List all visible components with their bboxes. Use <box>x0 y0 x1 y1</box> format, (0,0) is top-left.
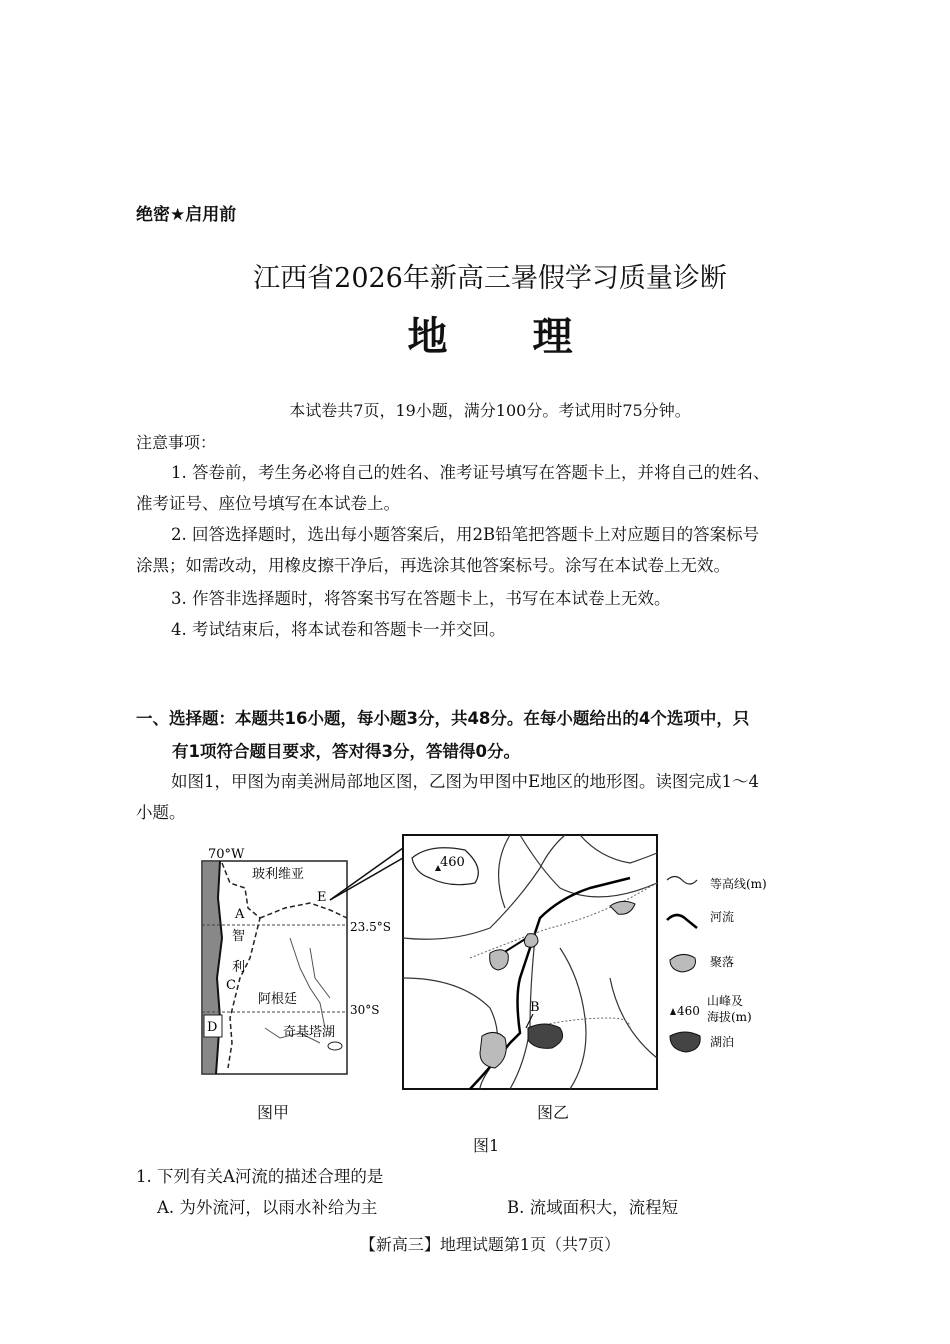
legend-peak-value: 460 <box>677 1004 700 1018</box>
map-jia-lat-2: 30°S <box>350 1003 380 1017</box>
map-jia <box>202 847 403 1074</box>
notice-item-2: 2. 回答选择题时，选出每小题答案后，用2B铅笔把答题卡上对应题目的答案标号 <box>171 525 760 544</box>
confidential-label: 绝密★启用前 <box>136 205 237 225</box>
map-jia-lake: 奇基塔湖 <box>283 1025 336 1040</box>
legend-contour: 等高线(m) <box>710 877 767 891</box>
legend-lake: 湖泊 <box>710 1035 735 1049</box>
figure-1 <box>190 828 790 1098</box>
map-jia-lat-1: 23.5°S <box>350 920 391 934</box>
subject-char-2: 理 <box>532 314 573 360</box>
question-1-option-a: A. 为外流河，以雨水补给为主 <box>157 1198 378 1217</box>
exam-title: 江西省2026年新高三暑假学习质量诊断 <box>253 263 727 294</box>
notice-item-2-cont: 涂黑；如需改动，用橡皮擦干净后，再选涂其他答案标号。涂写在本试卷上无效。 <box>136 556 730 575</box>
notice-item-4: 4. 考试结束后，将本试卷和答题卡一并交回。 <box>171 620 506 639</box>
map-jia-lon-label: 70°W <box>208 847 245 862</box>
map-jia-d-label: D <box>207 1020 218 1035</box>
notice-item-1-cont: 准考证号、座位号填写在本试卷上。 <box>136 494 400 513</box>
legend-lake-icon <box>670 1032 700 1052</box>
subject-title <box>0 305 950 362</box>
map-yi <box>403 835 657 1089</box>
question-1-option-b: B. 流域面积大，流程短 <box>507 1198 679 1217</box>
map-yi-peak-elevation: 460 <box>440 855 465 870</box>
notice-item-3: 3. 作答非选择题时，将答案书写在答题卡上，书写在本试卷上无效。 <box>171 589 671 608</box>
legend-contour-icon <box>667 877 697 885</box>
map-jia-chile-1: 智 <box>232 929 246 944</box>
legend-peak-line1: 山峰及 <box>707 994 744 1008</box>
caption-jia: 图甲 <box>257 1103 290 1122</box>
exam-info: 本试卷共7页，19小题，满分100分。考试用时75分钟。 <box>289 401 691 420</box>
caption-yi: 图乙 <box>537 1103 570 1122</box>
legend-settlement-icon <box>670 954 695 972</box>
notice-item-1: 1. 答卷前，考生务必将自己的姓名、准考证号填写在答题卡上，并将自己的姓名、 <box>171 463 770 482</box>
map-jia-argentina: 阿根廷 <box>258 992 298 1007</box>
map-yi-b-label: B <box>530 1000 540 1015</box>
map-jia-a-label: A <box>235 907 245 922</box>
map-jia-bolivia: 玻利维亚 <box>252 867 305 882</box>
legend-peak-icon <box>670 1008 676 1015</box>
section-1-heading-cont: 有1项符合题目要求，答对得3分，答错得0分。 <box>172 742 520 761</box>
map-jia-e-label: E <box>317 890 327 905</box>
question-1-stem: 1. 下列有关A河流的描述合理的是 <box>136 1167 384 1186</box>
legend-river-icon <box>667 915 697 928</box>
page-footer: 【新高三】地理试题第1页（共7页） <box>359 1235 621 1254</box>
subject-char-1: 地 <box>407 314 448 360</box>
figure-caption: 图1 <box>473 1136 500 1155</box>
legend-river: 河流 <box>710 910 735 924</box>
intro-text-cont: 小题。 <box>136 803 186 822</box>
section-1-heading: 一、选择题：本题共16小题，每小题3分，共48分。在每小题给出的4个选项中，只 <box>136 709 750 728</box>
legend-settlement: 聚落 <box>710 955 735 969</box>
map-jia-c-label: C <box>226 978 236 993</box>
intro-text: 如图1，甲图为南美洲局部地区图，乙图为甲图中E地区的地形图。读图完成1～4 <box>171 772 760 791</box>
notice-heading: 注意事项： <box>136 433 217 452</box>
map-jia-chile-2: 利 <box>232 960 246 975</box>
legend-peak-line2: 海拔(m) <box>707 1010 752 1024</box>
legend <box>667 876 767 1052</box>
